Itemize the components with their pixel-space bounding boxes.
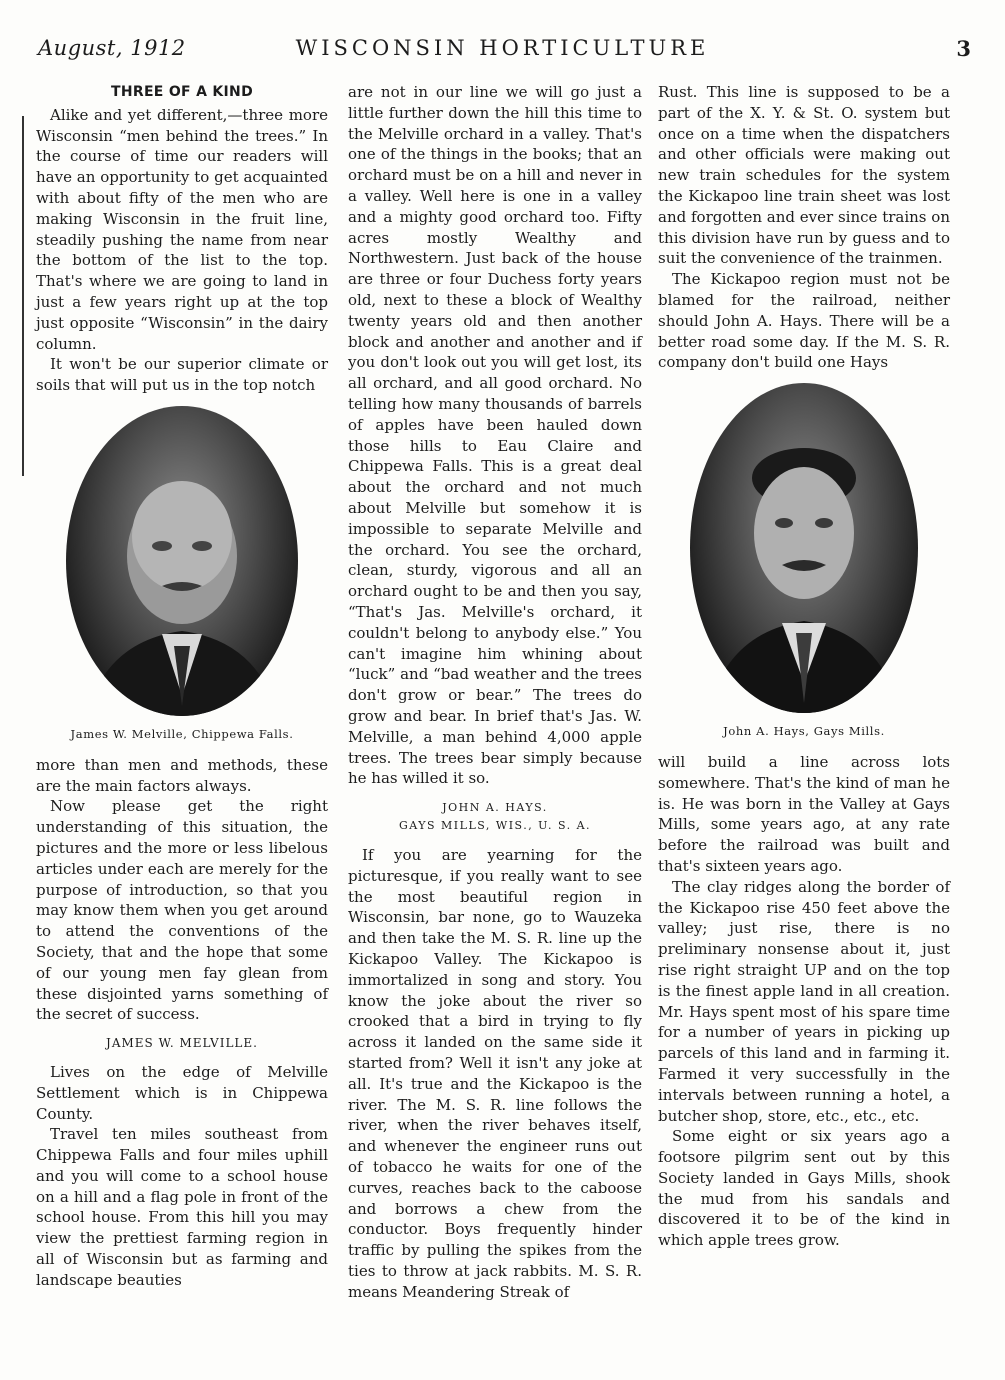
hays-portrait <box>690 383 918 713</box>
melville-paragraph: Lives on the edge of Melville Settlement which is in Chippewa County. <box>36 1062 328 1123</box>
margin-rule <box>22 116 24 476</box>
issue-date: August, 1912 <box>38 36 186 60</box>
melville-paragraph-continued: are not in our line we will go just a little further down the hill this time to the Melville orchard in a valley. That's one of the things in the books; that an orchard must be on a hill and never in a valley. Well here is one in a valley and a mighty good orchard too. Fifty acres mostly Wealthy and Northwestern. Just back of the house are three or four Duchess forty years old, next to these a block of Wealthy twenty years old and then another block and another and another and if you don't look out you will get lost, its all orchard, and all good orchard. No telling how many thousands of barrels of apples have been hauled down those hills to Eau Claire and Chippewa Falls. This is a great deal about the orchard and not much about Melville but somehow it is impossible to separate Melville and the orchard. You see the orchard, clean, sturdy, vigorous and all an orchard ought to be and then you say, “That's Jas. Melville's orchard, it couldn't belong to anybody else.” You can't imagine him whining about “luck” and “bad weather and the trees don't grow or bear.” The trees do grow and bear. In brief that's Jas. W. Melville, a man behind 4,000 apple trees. The trees bear simply because he has willed it so. <box>348 83 642 788</box>
hays-paragraph: If you are yearning for the picturesque, if you really want to see the most beautiful region in Wisconsin, bar none, go to Wauzeka and then take the M. S. R. line up the Kickapoo Valley. The Kickapoo is immortalized in song and story. You know the joke about the river so crooked that a bird in trying to fly across it landed on the same side it started from? Well it isn't any joke at all. It's true and the Kickapoo is the river. The M. S. R. line follows the river, when the river behaves itself, and whenever the engineer runs out of tobacco he waits for one of the curves, reaches back to the caboose and borrows a chew from the conductor. Boys frequently hinder traffic by pulling the spikes from the ties to throw at jack rabbits. M. S. R. means Meandering Streak of <box>348 846 642 1301</box>
hays-portrait-image <box>690 383 918 713</box>
intro-paragraph: Now please get the right understanding of this situation, the pictures and the more or less libelous articles under each are merely for the purpose of introduction, so that you may know them when you get around to attend the conventions of the Society, that and the hope that some of our young men fay glean from these disjointed yarns something of the secret of success. <box>36 797 328 1024</box>
hays-paragraph-continued: will build a line across lots somewhere. That's the kind of man he is. He was born in the Valley at Gays Mills, some years ago, at any rate before the railroad was built and that's sixteen years ago. <box>658 752 950 875</box>
hays-location: GAYS MILLS, WIS., U. S. A. <box>398 819 592 833</box>
column-middle <box>348 82 642 1303</box>
melville-caption: James W. Melville, Chippewa Falls. <box>70 726 294 741</box>
hays-heading: JOHN A. HAYS. <box>442 801 548 815</box>
article-title: THREE OF A KIND <box>111 84 253 100</box>
melville-portrait-image <box>66 406 298 716</box>
hays-caption: John A. Hays, Gays Mills. <box>723 724 885 739</box>
hays-paragraph: The clay ridges along the border of the Kickapoo rise 450 feet above the valley; just rise, there is no preliminary nonsense about it, just rise right straight UP and on the top is the finest apple land in all creation. Mr. Hays spent most of his spare time for a number of years in picking up parcels of this land and in farming it. Farmed it very successfully in the intervals between running a hotel, a butcher shop, store, etc., etc., etc. <box>658 877 950 1125</box>
journal-title: WISCONSIN HORTICULTURE <box>295 36 710 60</box>
hays-paragraph: The Kickapoo region must not be blamed for the railroad, neither should John A. Hays. There will be a better road some day. If the M. S. R. company don't build one Hays <box>658 270 950 372</box>
page-header <box>30 36 975 72</box>
column-left <box>36 82 328 1291</box>
melville-heading: JAMES W. MELVILLE. <box>106 1036 258 1051</box>
melville-paragraph: Travel ten miles southeast from Chippewa Falls and four miles uphill and you will come to a school house on a hill and a flag pole in front of the school house. From this hill you may view the prettiest farming region in all of Wisconsin but as farming and landscape beauties <box>36 1125 328 1289</box>
intro-paragraph: Alike and yet different,—three more Wisconsin “men behind the trees.” In the course of time our readers will have an opportunity to get acquainted with about fifty of the men who are making Wisconsin in the fruit line, steadily pushing the name from near the bottom of the list to the top. That's where we are going to land in just a few years right up at the top just opposite “Wisconsin” in the dairy column. <box>36 105 328 353</box>
hays-paragraph: Some eight or six years ago a footsore pilgrim sent out by this Society landed in Gays Mills, shook the mud from his sandals and discovered it to be of the kind in which apple trees grow. <box>658 1127 950 1250</box>
intro-paragraph-continued: more than men and methods, these are the main factors always. <box>36 755 328 795</box>
hays-paragraph-continued: Rust. This line is supposed to be a part of the X. Y. & St. O. system but once on a time when the dispatchers and other officials were making out new train schedules for the system the Kickapoo line train sheet was lost and forgotten and ever since trains on this division have run by guess and to suit the convenience of the trainmen. <box>658 83 950 268</box>
intro-paragraph: It won't be our superior climate or soils that will put us in the top notch <box>36 355 328 395</box>
melville-portrait <box>66 406 298 716</box>
column-right <box>658 82 950 1251</box>
page-number: 3 <box>956 36 971 61</box>
